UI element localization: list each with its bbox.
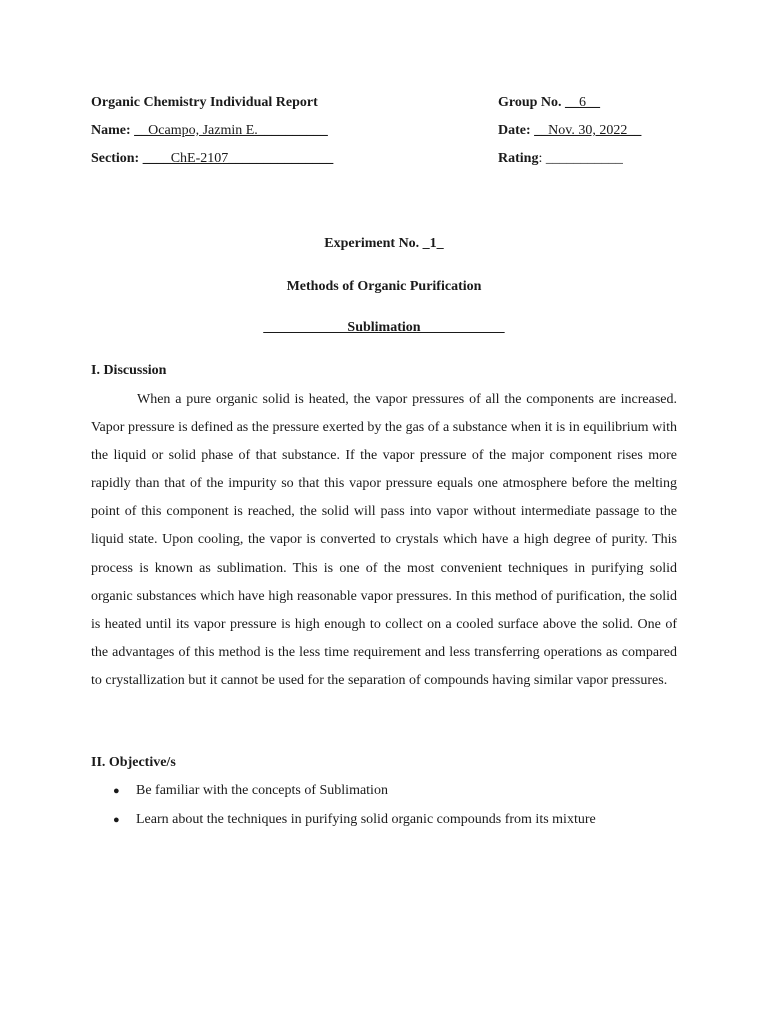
date-field — [498, 123, 641, 139]
list-item — [91, 809, 677, 838]
objectives-list — [91, 780, 677, 838]
list-item — [91, 780, 677, 809]
rating-value: : ___________ — [538, 151, 623, 166]
group-field — [498, 95, 600, 111]
header-row-title — [91, 95, 691, 115]
header-row-section — [91, 151, 691, 171]
objectives-heading: II. Objective/s — [91, 755, 176, 770]
methods-title: Methods of Organic Purification — [286, 279, 482, 294]
name-field — [91, 123, 328, 139]
discussion-heading: I. Discussion — [91, 363, 167, 378]
name-value: __Ocampo, Jazmin E.__________ — [134, 123, 328, 138]
rating-field — [498, 151, 623, 167]
date-label: Date: — [498, 123, 531, 138]
section-value: ____ChE-2107_______________ — [142, 151, 334, 166]
date-value: __Nov. 30, 2022__ — [534, 123, 642, 138]
experiment-subtitle: ____________Sublimation____________ — [263, 320, 505, 335]
header-row-name — [91, 123, 691, 143]
objective-text: Be familiar with the concepts of Sublimation — [136, 783, 388, 798]
objective-text: Learn about the techniques in purifying solid organic compounds from its mixture — [136, 812, 596, 827]
section-field — [91, 151, 333, 167]
name-label: Name: — [91, 123, 131, 138]
group-label: Group No. — [498, 95, 562, 110]
section-label: Section: — [91, 151, 140, 166]
experiment-number: Experiment No. _1_ — [324, 236, 444, 251]
rating-label: Rating — [498, 151, 539, 166]
group-value: __6__ — [565, 95, 601, 110]
discussion-paragraph: When a pure organic solid is heated, the vapor pressures of all the components are increased. Vapor pressure is defined as the pressure exerted by the gas of a substance when it is in equilibrium with the liquid or solid phase of that substance. If the vapor pressure of the major component rises more rapidly than that of the impurity so that this vapor pressure equals one atmosphere before the melting point of this component is reached, the solid will pass into vapor without intermediate passage to the liquid state. Upon cooling, the vapor is converted to crystals which have a high degree of purity. This process is known as sublimation. This is one of the most convenient techniques in purifying solid organic substances which have high reasonable vapor pressures. In this method of purification, the solid is heated until its vapor pressure is high enough to collect on a cooled surface above the solid. One of the advantages of this method is the less time requirement and less transferring operations as compared to crystallization but it cannot be used for the separation of compounds having similar vapor pressures. — [91, 392, 677, 688]
report-title: Organic Chemistry Individual Report — [91, 95, 318, 110]
bullet-icon: ● — [113, 814, 120, 826]
bullet-icon: ● — [113, 785, 120, 797]
